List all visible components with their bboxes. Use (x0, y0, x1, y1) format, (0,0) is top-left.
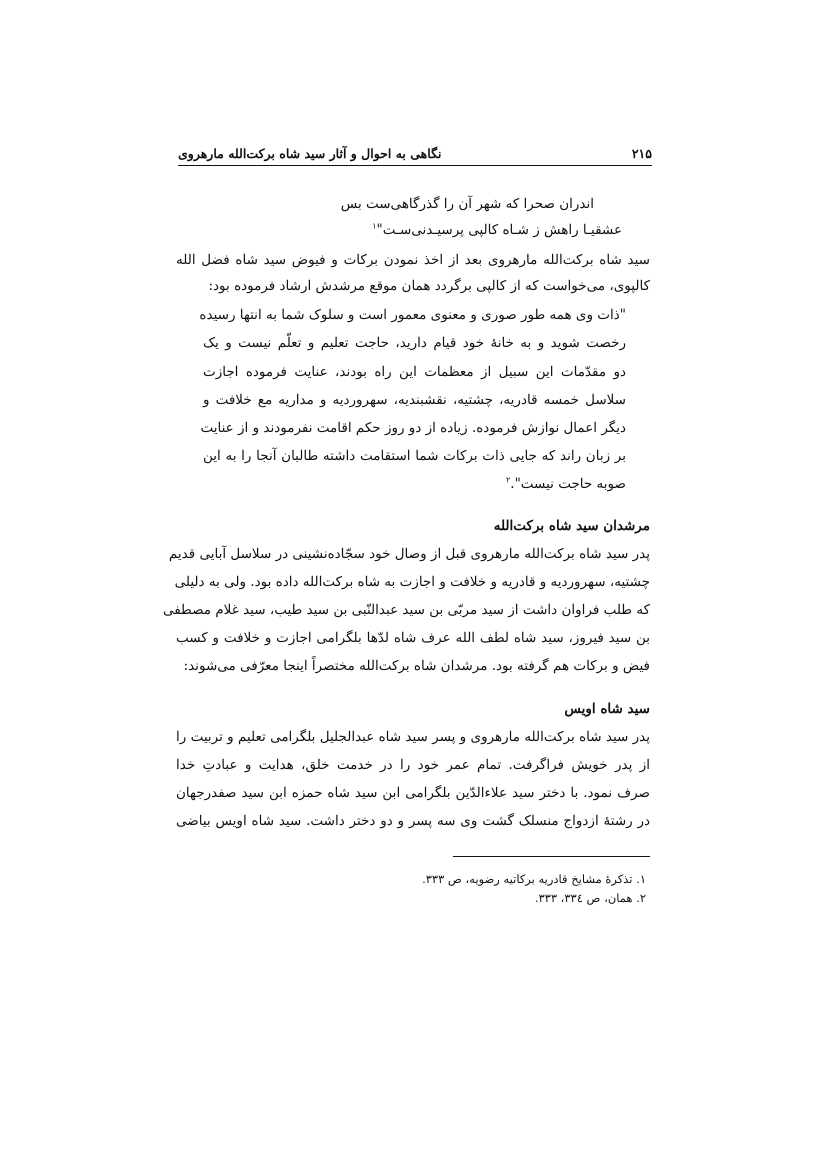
section-heading: سید شاه اویس (564, 701, 650, 717)
paragraph-line: بن سید فیروز، سید شاه لطف الله عرف شاه لدّها بلگرامی اجازت و خلافت و کسب (176, 630, 650, 646)
paragraph-line: صرف نمود. با دختر سید علاءالدّین بلگرامی ابن سید شاه حمزه ابن سید صفدرجهان (176, 785, 650, 801)
paragraph-line: کالپوی، می‌خواست که از کالپی برگردد همان موقع مرشدش ارشاد فرموده بود: (208, 278, 650, 294)
footnote-ref: ۲ (505, 475, 511, 485)
paragraph-line: فیض و برکات هم گرفته بود. مرشدان شاه برکت‌الله مختصراً اینجا معرّفی می‌شوند: (183, 658, 650, 674)
footnote-separator (453, 856, 650, 857)
verse-text: عشقیـا راهش ز شـاه کالپی پرسیـدنی‌سـت" (376, 222, 622, 238)
paragraph-line: از پدر خویش فراگرفت. تمام عمر خود را در خدمت خلق، هدایت و عبادتِ خدا (176, 757, 650, 773)
quote-line (506, 474, 626, 494)
paragraph-line: پدر سید شاه برکت‌الله مارهروی و پسر سید شاه عبدالجلیل بلگرامی تعلیم و تربیت را (176, 729, 650, 745)
verse-line (372, 220, 622, 240)
paragraph-line: پدر سید شاه برکت‌الله مارهروی قبل از وصال خود سجّاده‌نشینی در سلاسل آبایی قدیم (168, 546, 650, 562)
running-title: نگاهی به احوال و آثار سید شاه برکت‌الله مارهروی (178, 146, 442, 161)
paragraph-line: چشتیه، سهروردیه و قادریه و خلافت و اجازت به شاه برکت‌الله داده بود. ولی به دلیلی (174, 574, 650, 590)
footnote: ۲. همان، ص ۳۳٤، ۳۳۳. (534, 891, 646, 905)
quote-line: دیگر اعمال نوازش فرموده. زیاده از دو روز حکم اقامت نفرمودند و از عنایت (200, 420, 626, 436)
verse-line: اندران صحرا که شهر آن را گذرگاهی‌ست بس (340, 196, 594, 212)
footnote-ref: ۱ (372, 221, 377, 231)
footnote: ۱. تذکرهٔ مشایخ قادریه برکاتیه رضویه، ص ۳۳۳. (422, 872, 646, 886)
quote-line: دو مقدّمات این سبیل از معظمات این راه بودند، عنایت فرموده اجازت (203, 364, 626, 380)
section-heading: مرشدان سید شاه برکت‌الله (493, 518, 650, 534)
quote-text: صوبه حاجت نیست". (510, 476, 626, 492)
paragraph-line: که طلب فراوان داشت از سید مربّی بن سید عبدالنّبی بن سید طیب، سید غلام مصطفی (162, 602, 650, 618)
quote-line: سلاسل خمسه قادریه، چشتیه، نقشبندیه، سهروردیه و مداریه مع خلافت و (203, 392, 626, 408)
running-header (178, 143, 652, 166)
paragraph-line: در رشتهٔ ازدواج منسلک گشت وی سه پسر و دو دختر داشت. سید شاه اویس بیاضی (176, 813, 650, 829)
quote-line: رخصت شوید و به خانهٔ خود قیام دارید، حاجت تعلیم و تعلّم نیست و یک (203, 335, 626, 351)
quote-line: "ذات وی همه طور صوری و معنوی معمور است و سلوک شما به انتها رسیده (199, 307, 626, 323)
paragraph-line: سید شاه برکت‌الله مارهروی بعد از اخذ نمودن برکات و فیوض سید شاه فضل الله (176, 252, 650, 268)
quote-line: بر زبان راند که جایی ذات برکات شما استقامت داشته طالبان آنجا را به این (203, 448, 626, 464)
page-number: ۲۱۵ (631, 146, 652, 161)
